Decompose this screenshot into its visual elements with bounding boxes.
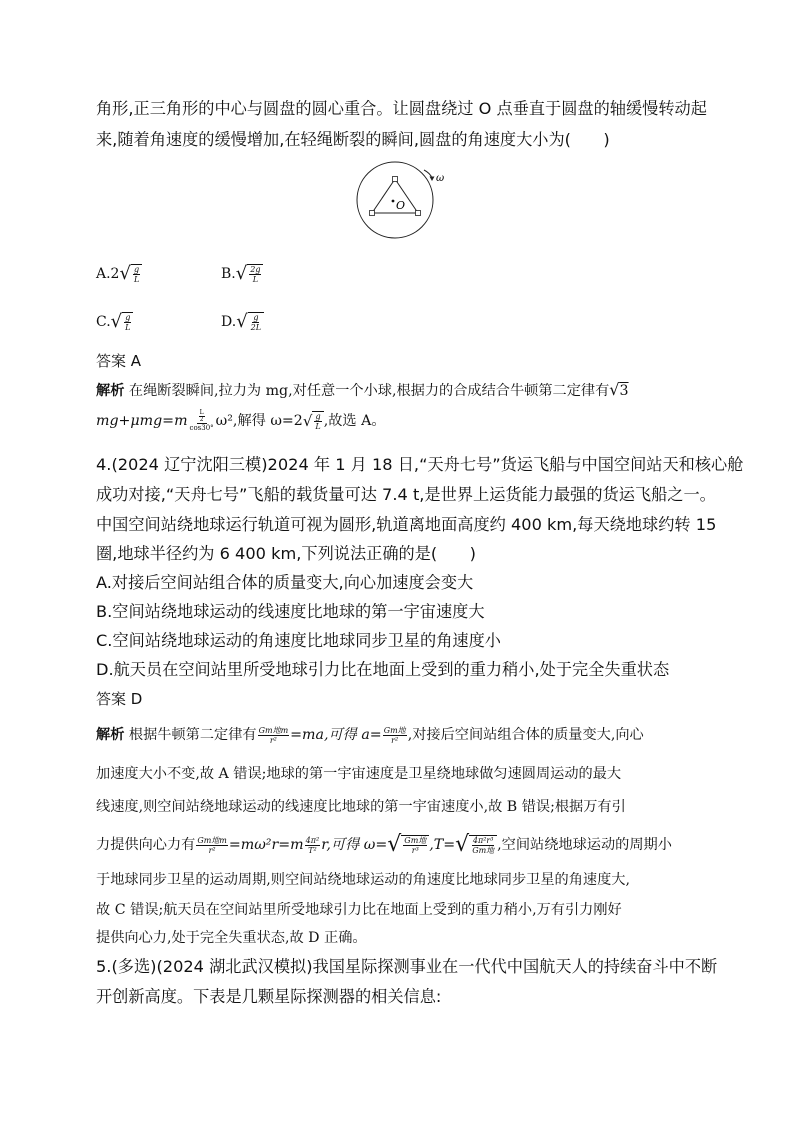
q3-option-c: C. √ $\frac{g}{L}$ [96,312,133,332]
center-o-label: O [396,199,406,212]
q3-answer: 答案 A [96,352,142,370]
q4-option-d: D.航天员在空间站里所受地球引力比在地面上受到的重力稍小,处于完全失重状态 [96,660,670,679]
q4-option-a: A.对接后空间站组合体的质量变大,向心加速度会变大 [96,573,474,592]
q4-text-line-1: 4.(2024 辽宁沈阳三模)2024 年 1 月 18 日,“天舟七号”货运飞船与中国空间站天和核心舱 [96,455,744,474]
q3-text-line-2: 来,随着角速度的缓慢增加,在轻绳断裂的瞬间,圆盘的角速度大小为( ) [96,130,610,149]
q3-option-b: B. √ $\frac{2g}{L}$ [221,264,263,284]
q4-answer: 答案 D [96,690,143,708]
q4-analysis-line-1: 解析 根据牛顿第二定律有 $\frac{\text{Gm地m}}{\text{r²}}$ =ma,可得 a= $\frac{\text{Gm地}}{\text{r²}}$ ,对接后空间站组合体的质量变大,向心 [96,725,644,745]
omega-label: ω [436,173,445,184]
q4-analysis-line-7: 提供向心力,处于完全失重状态,故 D 正确。 [96,930,367,946]
q5-text-line-2: 开创新高度。下表是几颗星际探测器的相关信息: [96,987,442,1006]
q4-option-c: C.空间站绕地球运动的角速度比地球同步卫星的角速度小 [96,631,501,650]
q4-text-line-2: 成功对接,“天舟七号”飞船的载货量可达 7.4 t,是世界上运货能力最强的货运飞船之一。 [96,485,716,504]
q4-analysis-line-4: 力提供向心力有 $\frac{\text{Gm地m}}{\text{r²}}$ =mω²r=m $\frac{\text{4π²}}{\text{T²}}$ r,可得 ω= √ $\frac{\text{Gm地}}{\text{r³}}$ ,T= √ $\frac{\text{4π²r³}}{\text{Gm地}}$ ,空间站绕地球运动的周期小 [96,832,672,857]
q3-option-a: A.2 √ $\frac{g}{L}$ [96,264,142,284]
q3-analysis-line-1: 解析 在绳断裂瞬间,拉力为 mg,对任意一个小球,根据力的合成结合牛顿第二定律有√3 [96,380,629,399]
q3-option-d: D. √ $\frac{g}{2L}$ [221,312,264,332]
q4-text-line-3: 中国空间站绕地球运行轨道可视为圆形,轨道离地面高度约 400 km,每天绕地球约转 15 [96,515,717,534]
q4-option-b: B.空间站绕地球运动的线速度比地球的第一宇宙速度大 [96,602,485,621]
q4-analysis-line-2: 加速度大小不变,故 A 错误;地球的第一宇宙速度是卫星绕地球做匀速圆周运动的最大 [96,766,622,782]
q3-text-line-1: 角形,正三角形的中心与圆盘的圆心重合。让圆盘绕过 O 点垂直于圆盘的轴缓慢转动起 [96,99,707,118]
q4-text-line-4: 圈,地球半径约为 6 400 km,下列说法正确的是( ) [96,544,476,563]
q4-analysis-line-5: 于地球同步卫星的运动周期,则空间站绕地球运动的角速度比地球同步卫星的角速度大, [96,872,630,888]
q4-analysis-line-6: 故 C 错误;航天员在空间站里所受地球引力比在地面上受到的重力稍小,万有引力刚好 [96,902,622,918]
q4-analysis-line-3: 线速度,则空间站绕地球运动的线速度比地球的第一宇宙速度小,故 B 错误;根据万有引 [96,799,626,815]
q5-text-line-1: 5.(多选)(2024 湖北武汉模拟)我国星际探测事业在一代代中国航天人的持续奋斗中不断 [96,957,718,976]
q3-disk-figure [346,160,456,242]
q3-analysis-line-2: mg+μmg=m $\frac{\frac{L}{2}}{\cos 30^\circ}$ ω²,解得 ω=2 √ $\frac{g}{L}$ ,故选 A。 [96,409,386,432]
